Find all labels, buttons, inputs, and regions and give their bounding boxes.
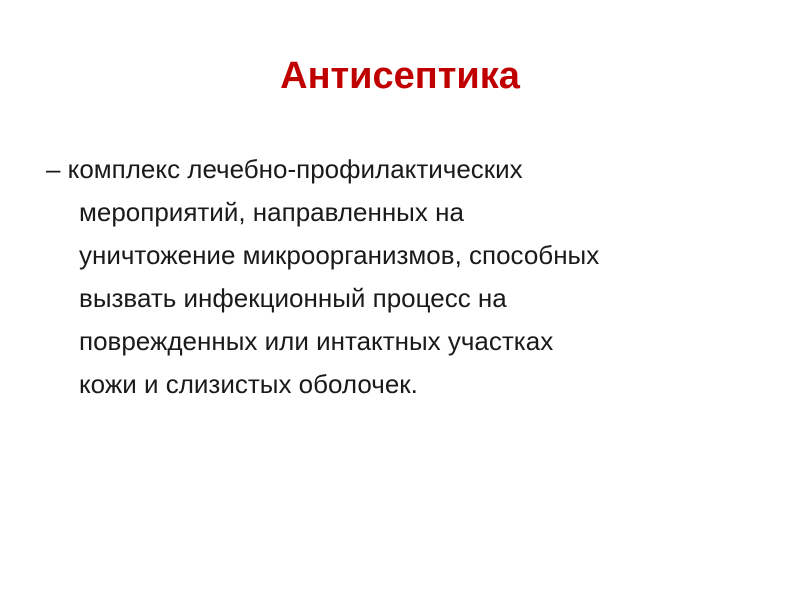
definition-line: поврежденных или интактных участках [79,326,554,356]
definition-line: вызвать инфекционный процесс на [79,283,507,313]
definition-text [46,148,766,406]
definition-line: – комплекс лечебно-профилактических [46,154,523,184]
definition-line: кожи и слизистых оболочек. [79,369,418,399]
slide-title: Антисептика [280,55,520,97]
definition-line: уничтожение микроорганизмов, способных [79,240,600,270]
definition-line: мероприятий, направленных на [79,197,464,227]
